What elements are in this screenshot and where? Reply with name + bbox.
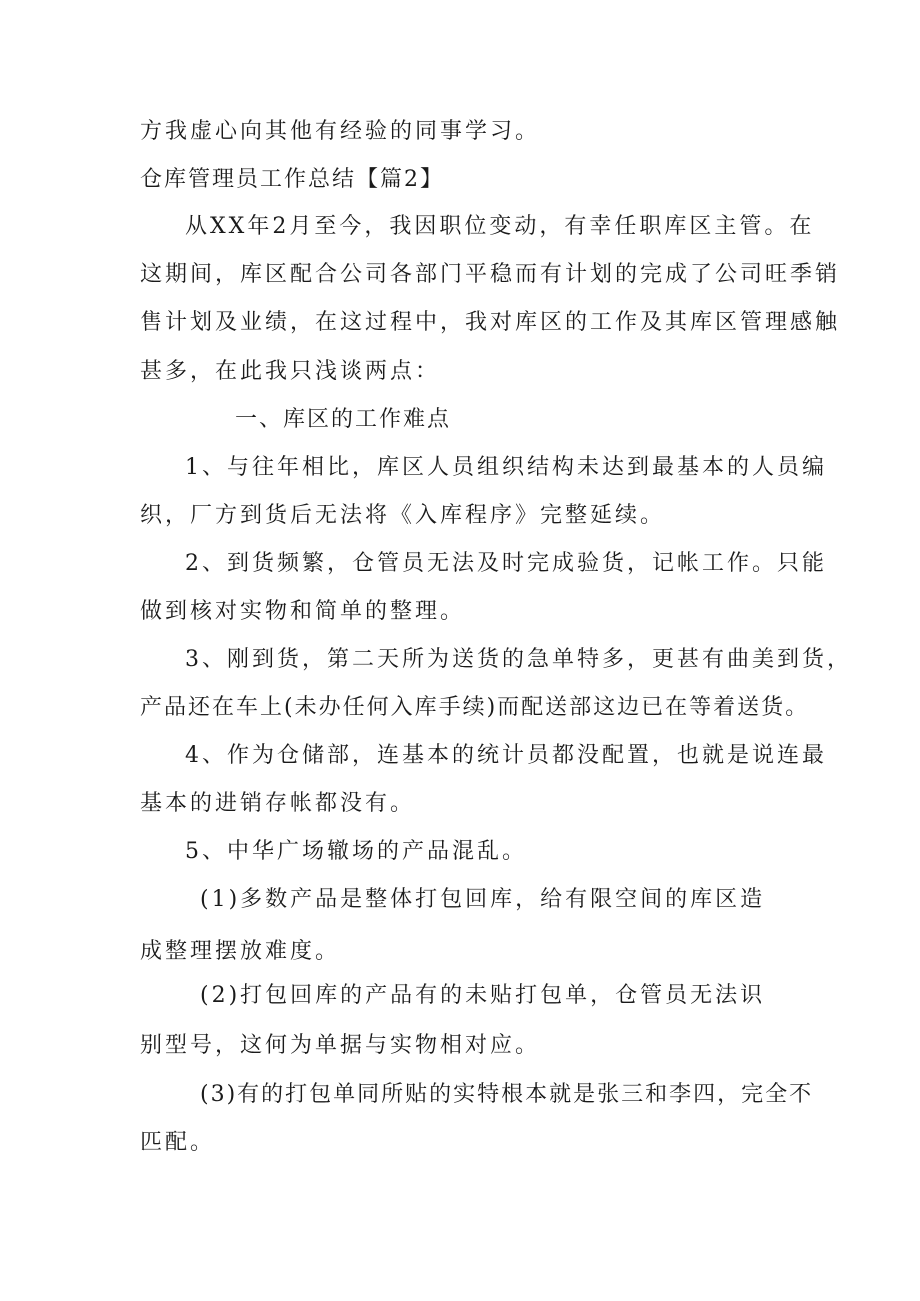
list-item-line: 基本的进销存帐都没有。 (140, 791, 416, 816)
paragraph-line: 这期间，库区配合公司各部门平稳而有计划的完成了公司旺季销 (140, 262, 841, 287)
list-item-line: 产品还在车上(未办任何入库手续)而配送部这边已在等着送货。 (140, 695, 810, 720)
paragraph-line: 从XX年2月至今，我因职位变动，有幸任职库区主管。在 (185, 214, 815, 239)
sub-list-item-line: (1)多数产品是整体打包回库，给有限空间的库区造 (200, 887, 766, 912)
list-item-line: 织，厂方到货后无法将《入库程序》完整延续。 (140, 503, 666, 528)
list-item-line: 3、刚到货，第二天所为送货的急单特多，更甚有曲美到货， (185, 647, 852, 672)
list-item-line: 5、中华广场辙场的产品混乱。 (185, 839, 527, 864)
list-item-line: 2、到货频繁，仓管员无法及时完成验货，记帐工作。只能 (185, 551, 827, 576)
sub-list-item-line: (2)打包回库的产品有的未贴打包单，仓管员无法识 (200, 983, 766, 1008)
list-item-line: 做到核对实物和简单的整理。 (140, 599, 466, 624)
section-heading: 仓库管理员工作总结【篇2】 (140, 167, 444, 192)
sub-list-item-line: (3)有的打包单同所贴的实特根本就是张三和李四，完全不 (200, 1082, 814, 1107)
subsection-heading: 一、库区的工作难点 (235, 407, 452, 432)
sub-list-item-line: 成整理摆放难度。 (140, 939, 341, 964)
sub-list-item-line: 匹配。 (140, 1130, 216, 1155)
list-item-line: 1、与往年相比，库区人员组织结构未达到最基本的人员编 (185, 455, 827, 480)
body-text-line: 方我虚心向其他有经验的同事学习。 (140, 119, 541, 144)
list-item-line: 4、作为仓储部，连基本的统计员都没配置，也就是说连最 (185, 743, 827, 768)
sub-list-item-line: 别型号，这何为单据与实物相对应。 (140, 1033, 541, 1058)
paragraph-line: 甚多，在此我只浅谈两点： (140, 359, 441, 384)
paragraph-line: 售计划及业绩，在这过程中，我对库区的工作及其库区管理感触 (140, 310, 841, 335)
